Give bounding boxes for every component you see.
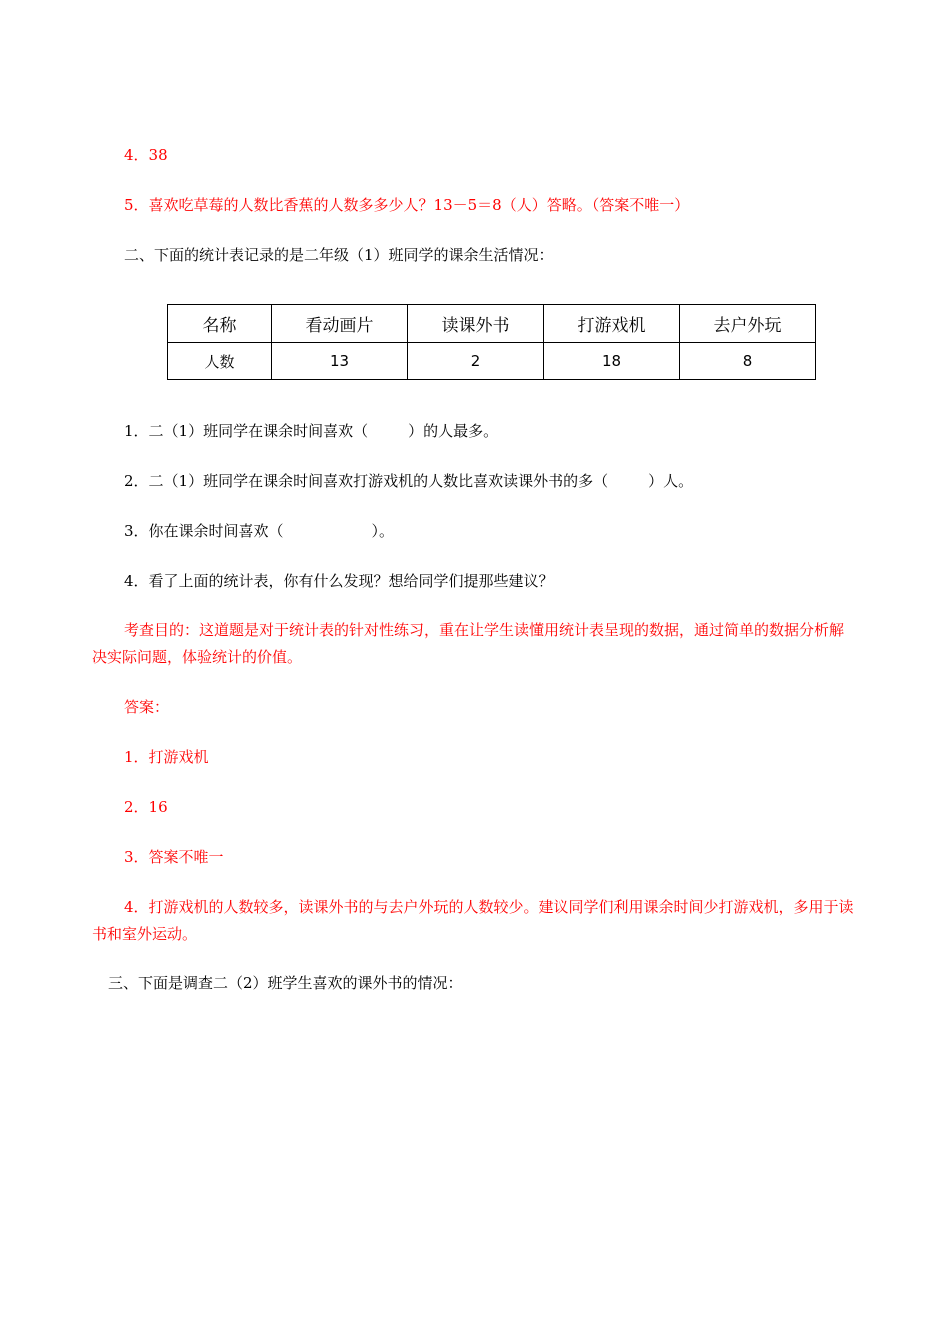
question-3-after: ）。 bbox=[371, 522, 395, 540]
answer-label: 答案： bbox=[124, 698, 170, 716]
section2-heading: 二、下面的统计表记录的是二年级（1）班同学的课余生活情况： bbox=[124, 246, 554, 264]
column-header: 读课外书 bbox=[408, 305, 544, 343]
section3-heading: 三、下面是调查二（2）班学生喜欢的课外书的情况： bbox=[108, 974, 463, 992]
column-header: 看动画片 bbox=[272, 305, 408, 343]
value-cell: 18 bbox=[544, 343, 680, 380]
header-label-cell: 名称 bbox=[168, 305, 272, 343]
answer-4-top: 4．38 bbox=[124, 146, 168, 164]
purpose-paragraph: 考查目的：这道题是对于统计表的针对性练习，重在让学生读懂用统计表呈现的数据，通过简单的数据分析解决实际问题，体验统计的价值。 bbox=[92, 621, 845, 666]
answer-3: 3．答案不唯一 bbox=[124, 848, 224, 866]
question-3-before: 3．你在课余时间喜欢（ bbox=[124, 522, 284, 540]
question-4: 4．看了上面的统计表，你有什么发现？想给同学们提那些建议？ bbox=[124, 572, 554, 590]
answer-1: 1．打游戏机 bbox=[124, 748, 209, 766]
question-1 bbox=[124, 421, 498, 441]
table-row bbox=[168, 343, 816, 380]
value-cell: 13 bbox=[272, 343, 408, 380]
question-3 bbox=[124, 521, 394, 541]
stats-table bbox=[167, 304, 816, 380]
question-1-after: ）的人最多。 bbox=[408, 422, 499, 440]
answer-2: 2．16 bbox=[124, 798, 168, 816]
question-2-after: ）人。 bbox=[648, 472, 694, 490]
value-cell: 8 bbox=[680, 343, 816, 380]
value-cell: 2 bbox=[408, 343, 544, 380]
answer-4: 4．打游戏机的人数较多，读课外书的与去户外玩的人数较少。建议同学们利用课余时间少打游戏机，多用于读书和室外运动。 bbox=[92, 898, 854, 943]
table-header-row bbox=[168, 305, 816, 343]
question-2-before: 2．二（1）班同学在课余时间喜欢打游戏机的人数比喜欢读课外书的多（ bbox=[124, 472, 609, 490]
column-header: 去户外玩 bbox=[680, 305, 816, 343]
column-header: 打游戏机 bbox=[544, 305, 680, 343]
row-label-cell: 人数 bbox=[168, 343, 272, 380]
question-2 bbox=[124, 471, 693, 491]
answer-5-top: 5．喜欢吃草莓的人数比香蕉的人数多多少人？13－5＝8（人）答略。（答案不唯一） bbox=[124, 196, 690, 214]
question-1-before: 1．二（1）班同学在课余时间喜欢（ bbox=[124, 422, 369, 440]
